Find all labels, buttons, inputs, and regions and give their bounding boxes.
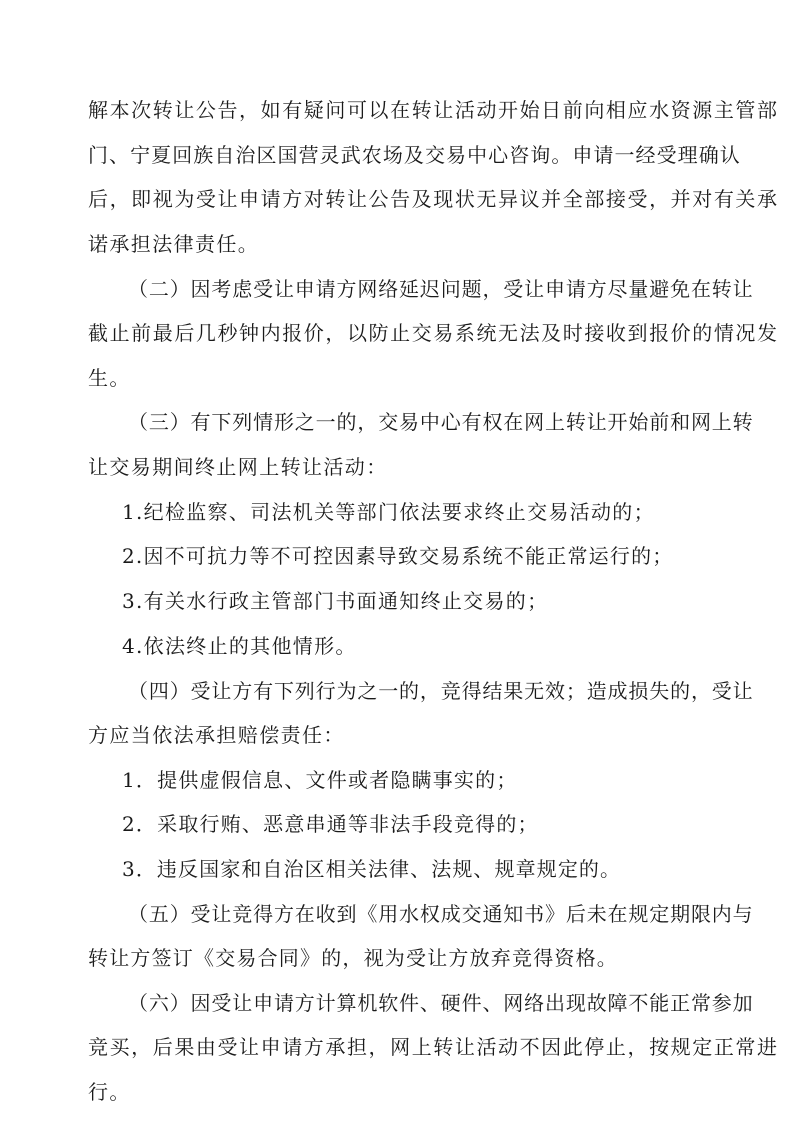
paragraph-3-line-2: 让交易期间终止网上转让活动： — [88, 455, 388, 479]
paragraph-3-line-1: （三）有下列情形之一的，交易中心有权在网上转让开始前和网上转 — [128, 410, 754, 434]
paragraph-5-line-2: 转让方签订《交易合同》的，视为受让方放弃竞得资格。 — [88, 946, 618, 970]
paragraph-2-line-2: 截止前最后几秒钟内报价，以防止交易系统无法及时接收到报价的情况发 — [88, 321, 779, 345]
list-item-3: 3.有关水行政主管部门书面通知终止交易的； — [122, 589, 549, 613]
paragraph-1-line-1: 解本次转让公告，如有疑问可以在转让活动开始日前向相应水资源主管部 — [88, 98, 779, 122]
paragraph-2-line-1: （二）因考虑受让申请方网络延迟问题，受让申请方尽量避免在转让 — [128, 277, 754, 301]
list-item-1: 1.纪检监察、司法机关等部门依法要求终止交易活动的； — [122, 500, 655, 524]
list-item-5: 1．提供虚假信息、文件或者隐瞒事实的； — [122, 768, 518, 792]
paragraph-2-line-3: 生。 — [88, 366, 131, 390]
list-item-6: 2．采取行贿、恶意串通等非法手段竞得的； — [122, 812, 539, 836]
paragraph-6-line-1: （六）因受让申请方计算机软件、硬件、网络出现故障不能正常参加 — [128, 991, 754, 1015]
paragraph-4-line-1: （四）受让方有下列行为之一的，竞得结果无效；造成损失的，受让 — [128, 679, 754, 703]
paragraph-1-line-2: 门、宁夏回族自治区国营灵武农场及交易中心咨询。申请一经受理确认 — [88, 143, 741, 167]
paragraph-6-line-2: 竞买，后果由受让申请方承担，网上转让活动不因此停止，按规定正常进 — [88, 1035, 779, 1059]
paragraph-1-line-4: 诺承担法律责任。 — [88, 232, 260, 256]
list-item-4: 4.依法终止的其他情形。 — [122, 634, 357, 658]
list-item-2: 2.因不可抗力等不可控因素导致交易系统不能正常运行的； — [122, 544, 674, 568]
paragraph-6-line-3: 行。 — [88, 1080, 131, 1104]
paragraph-5-line-1: （五）受让竞得方在收到《用水权成交通知书》后未在规定期限内与 — [128, 902, 754, 926]
paragraph-4-line-2: 方应当依法承担赔偿责任： — [88, 723, 345, 747]
paragraph-1-line-3: 后，即视为受让申请方对转让公告及现状无异议并全部接受，并对有关承 — [88, 187, 779, 211]
list-item-7: 3．违反国家和自治区相关法律、法规、规章规定的。 — [122, 857, 622, 881]
